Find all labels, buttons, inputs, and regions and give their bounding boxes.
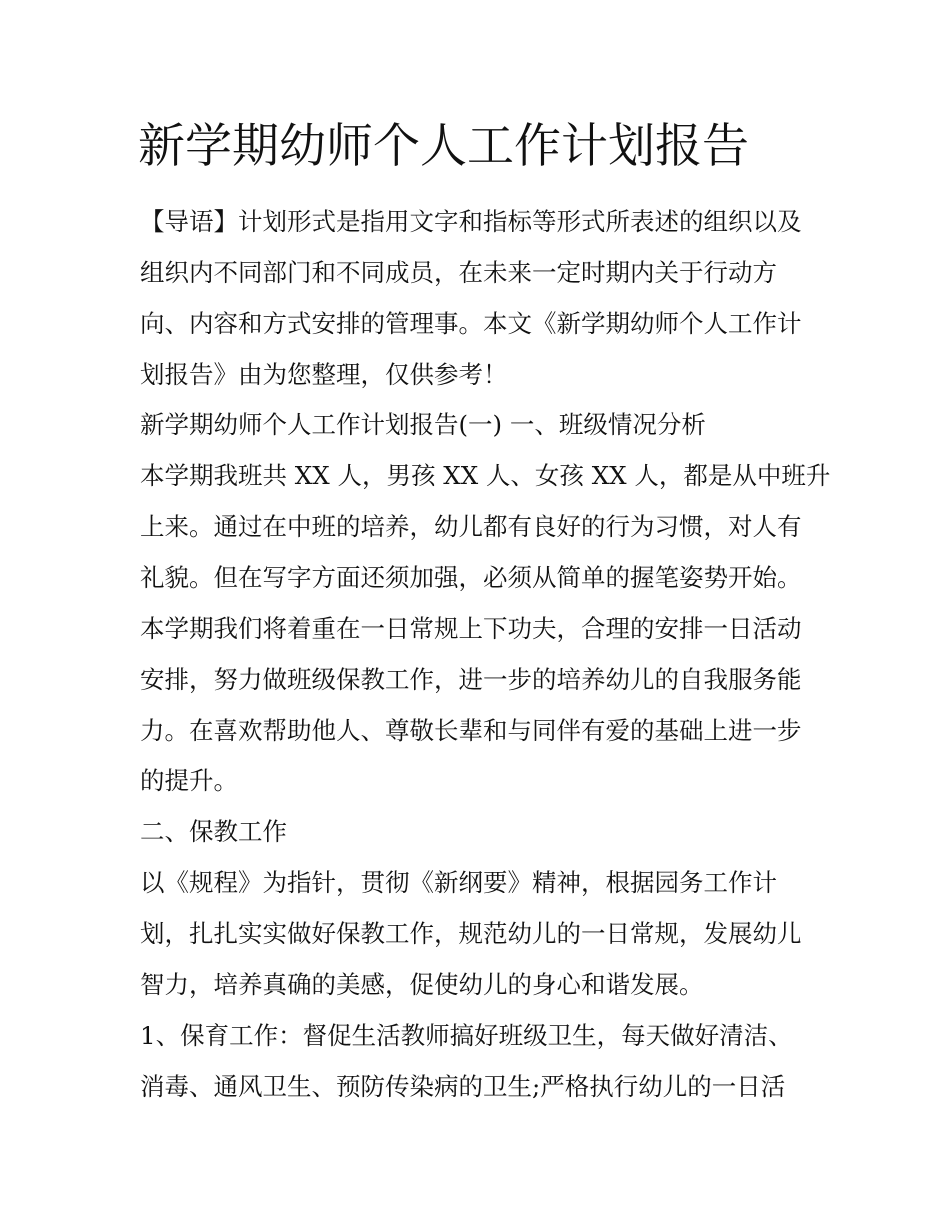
- document-title: 新学期幼师个人工作计划报告: [138, 119, 749, 174]
- section-heading: 新学期幼师个人工作计划报告(一) 一、班级情况分析: [140, 410, 706, 439]
- paragraph-line: 以《规程》为指针，贯彻《新纲要》精神，根据园务工作计: [140, 868, 777, 897]
- paragraph-line: 本学期我们将着重在一日常规上下功夫，合理的安排一日活动: [140, 614, 802, 643]
- section-heading: 二、保教工作: [140, 817, 287, 846]
- paragraph-line: 消毒、通风卫生、预防传染病的卫生;严格执行幼儿的一日活: [140, 1072, 786, 1101]
- paragraph-line: 组织内不同部门和不同成员，在未来一定时期内关于行动方: [140, 258, 777, 287]
- paragraph-line: 划，扎扎实实做好保教工作，规范幼儿的一日常规，发展幼儿: [140, 919, 802, 948]
- paragraph-line: 的提升。: [140, 766, 238, 795]
- paragraph-line: 划报告》由为您整理，仅供参考！: [140, 360, 508, 389]
- paragraph-line: 上来。通过在中班的培养，幼儿都有良好的行为习惯，对人有: [140, 512, 802, 541]
- paragraph-line: 本学期我班共 XX 人，男孩 XX 人、女孩 XX 人，都是从中班升: [140, 461, 831, 490]
- paragraph-line: 礼貌。但在写字方面还须加强，必须从简单的握笔姿势开始。: [140, 563, 802, 592]
- paragraph-line: 安排，努力做班级保教工作，进一步的培养幼儿的自我服务能: [140, 665, 802, 694]
- paragraph-line: 向、内容和方式安排的管理事。本文《新学期幼师个人工作计: [140, 309, 802, 338]
- paragraph-line: 【导语】计划形式是指用文字和指标等形式所表述的组织以及: [140, 207, 802, 236]
- paragraph-line: 1、保育工作：督促生活教师搞好班级卫生，每天做好清洁、: [140, 1021, 793, 1050]
- paragraph-line: 智力，培养真确的美感，促使幼儿的身心和谐发展。: [140, 970, 704, 999]
- paragraph-line: 力。在喜欢帮助他人、尊敬长辈和与同伴有爱的基础上进一步: [140, 716, 802, 745]
